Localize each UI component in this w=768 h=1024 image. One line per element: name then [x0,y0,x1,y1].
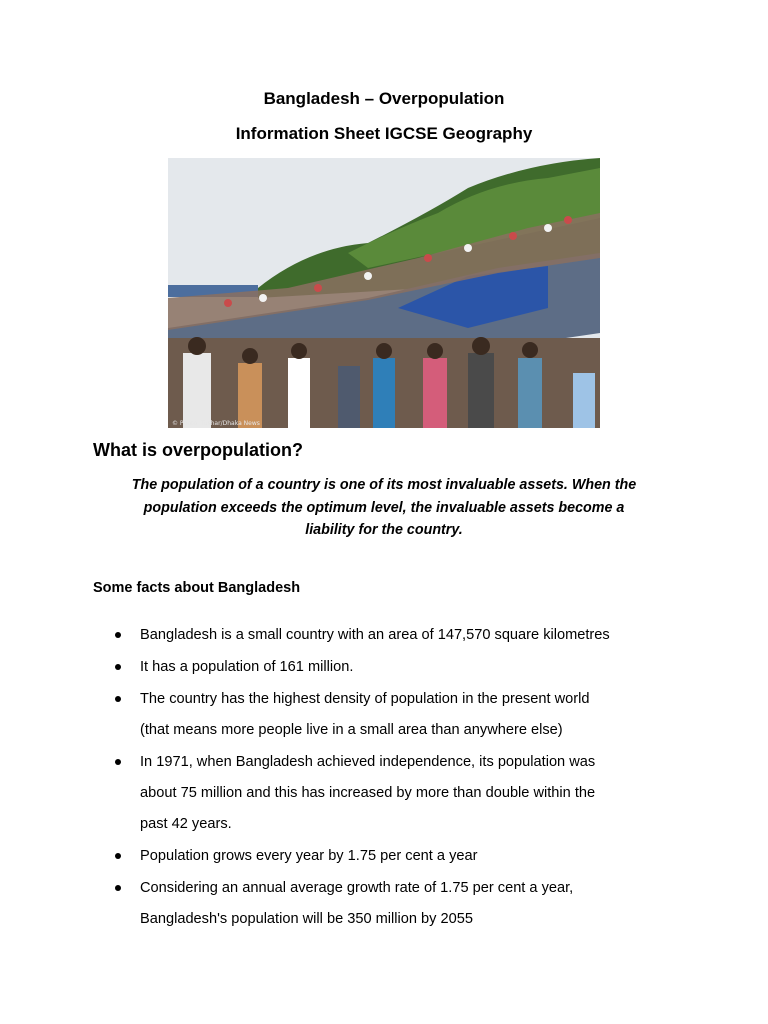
fact-line: Population grows every year by 1.75 per cent a year [140,848,478,864]
fact-line: past 42 years. [140,816,232,832]
overpopulation-definition [96,474,672,542]
bullet-icon [115,885,121,891]
fact-line: Considering an annual average growth rate of 1.75 per cent a year, [140,880,574,896]
fact-line: The country has the highest density of population in the present world [140,691,590,707]
fact-line: It has a population of 161 million. [140,659,354,675]
photo-illustration [168,158,600,428]
fact-item [93,841,693,872]
fact-line: Bangladesh's population will be 350 million by 2055 [140,911,473,927]
definition-line: The population of a country is one of its most invaluable assets. When the [131,477,637,493]
definition-line: liability for the country. [305,522,463,538]
fact-item [93,652,693,683]
definition-line: population exceeds the optimum level, the invaluable assets become a [143,499,625,516]
crowded-train-photo [168,158,600,428]
photo-credit: © Photo: Tushar/Dhaka News [172,420,260,427]
fact-item [93,684,693,746]
facts-list [93,620,693,936]
section-heading: What is overpopulation? [93,440,303,460]
bullet-icon [115,632,121,638]
bullet-icon [115,853,121,859]
bullet-icon [115,696,121,702]
document-title: Bangladesh – Overpopulation [263,89,505,108]
facts-heading: Some facts about Bangladesh [93,580,301,596]
fact-line: In 1971, when Bangladesh achieved independence, its population was [140,754,596,770]
fact-line: Bangladesh is a small country with an area of 147,570 square kilometres [140,627,610,643]
fact-line: about 75 million and this has increased by more than double within the [140,785,596,801]
bullet-icon [115,664,121,670]
fact-item [93,747,693,840]
document-subtitle: Information Sheet IGCSE Geography [235,124,533,143]
fact-line: (that means more people live in a small area than anywhere else) [140,722,563,738]
fact-item [93,620,693,651]
fact-item [93,873,693,935]
bullet-icon [115,759,121,765]
